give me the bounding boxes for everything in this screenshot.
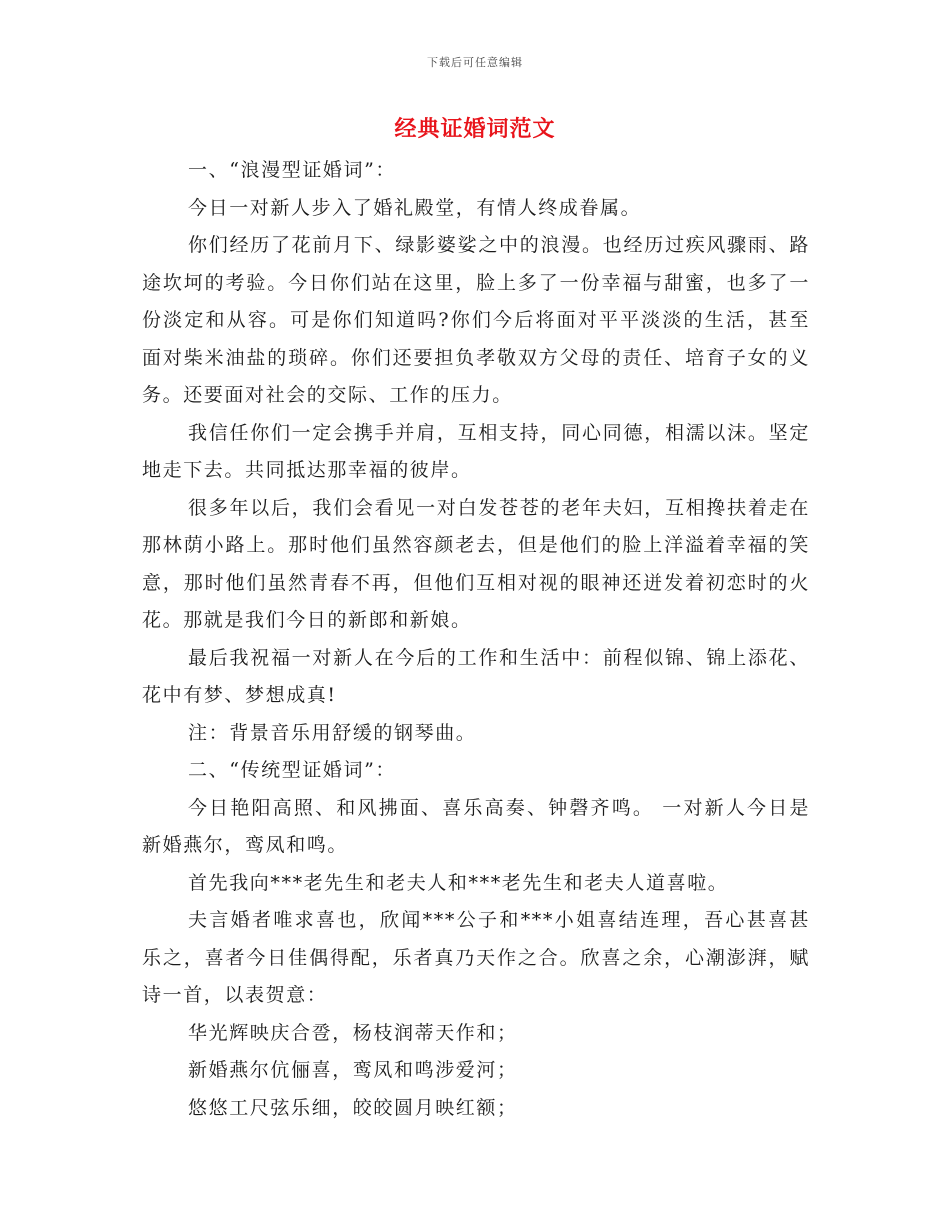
paragraph: 我信任你们一定会携手并肩，互相支持，同心同德，相濡以沫。坚定地走下去。共同抵达那幸福的彼岸。 xyxy=(142,421,810,481)
document-body xyxy=(142,152,810,1127)
paragraph: 今日艳阳高照、和风拂面、喜乐高奏、钟磬齐鸣。 一对新人今日是新婚燕尔，鸾凤和鸣。 xyxy=(142,796,810,856)
poem-line: 新婚燕尔伉俪喜，鸾凤和鸣涉爱河； xyxy=(188,1059,518,1081)
section-heading-romantic: 一、“浪漫型证婚词”： xyxy=(188,159,397,181)
paragraph: 夫言婚者唯求喜也，欣闻***公子和***小姐喜结连理，吾心甚喜甚乐之，喜者今日佳偶得配，乐者真乃天作之合。欣喜之余，心潮澎湃，赋诗一首，以表贺意： xyxy=(142,909,810,1006)
poem-line: 悠悠工尺弦乐细，皎皎圆月映红额； xyxy=(188,1096,518,1119)
paragraph: 你们经历了花前月下、绿影婆娑之中的浪漫。也经历过疾风骤雨、路途坎坷的考验。今日你们站在这里，脸上多了一份幸福与甜蜜，也多了一份淡定和从容。可是你们知道吗?你们今后将面对平平淡淡的生活，甚至面对柴米油盐的琐碎。你们还要担负孝敬双方父母的责任、培育子女的义务。还要面对社会的交际、工作的压力。 xyxy=(142,234,810,406)
document-title: 经典证婚词范文 xyxy=(394,116,556,142)
header-note: 下载后可任意编辑 xyxy=(427,56,523,69)
note-paragraph: 注：背景音乐用舒缓的钢琴曲。 xyxy=(188,721,477,744)
section-heading-traditional: 二、“传统型证婚词”： xyxy=(188,759,397,781)
poem-line: 华光辉映庆合卺，杨枝润蒂天作和； xyxy=(188,1021,518,1044)
paragraph: 很多年以后，我们会看见一对白发苍苍的老年夫妇，互相搀扶着走在那林荫小路上。那时他们虽然容颜老去，但是他们的脸上洋溢着幸福的笑意，那时他们虽然青春不再，但他们互相对视的眼神还迸发着初恋时的火花。那就是我们今日的新郎和新娘。 xyxy=(142,496,810,631)
paragraph: 最后我祝福一对新人在今后的工作和生活中：前程似锦、锦上添花、花中有梦、梦想成真! xyxy=(142,646,810,706)
paragraph: 今日一对新人步入了婚礼殿堂，有情人终成眷属。 xyxy=(188,196,642,219)
paragraph: 首先我向***老先生和老夫人和***老先生和老夫人道喜啦。 xyxy=(188,871,729,894)
